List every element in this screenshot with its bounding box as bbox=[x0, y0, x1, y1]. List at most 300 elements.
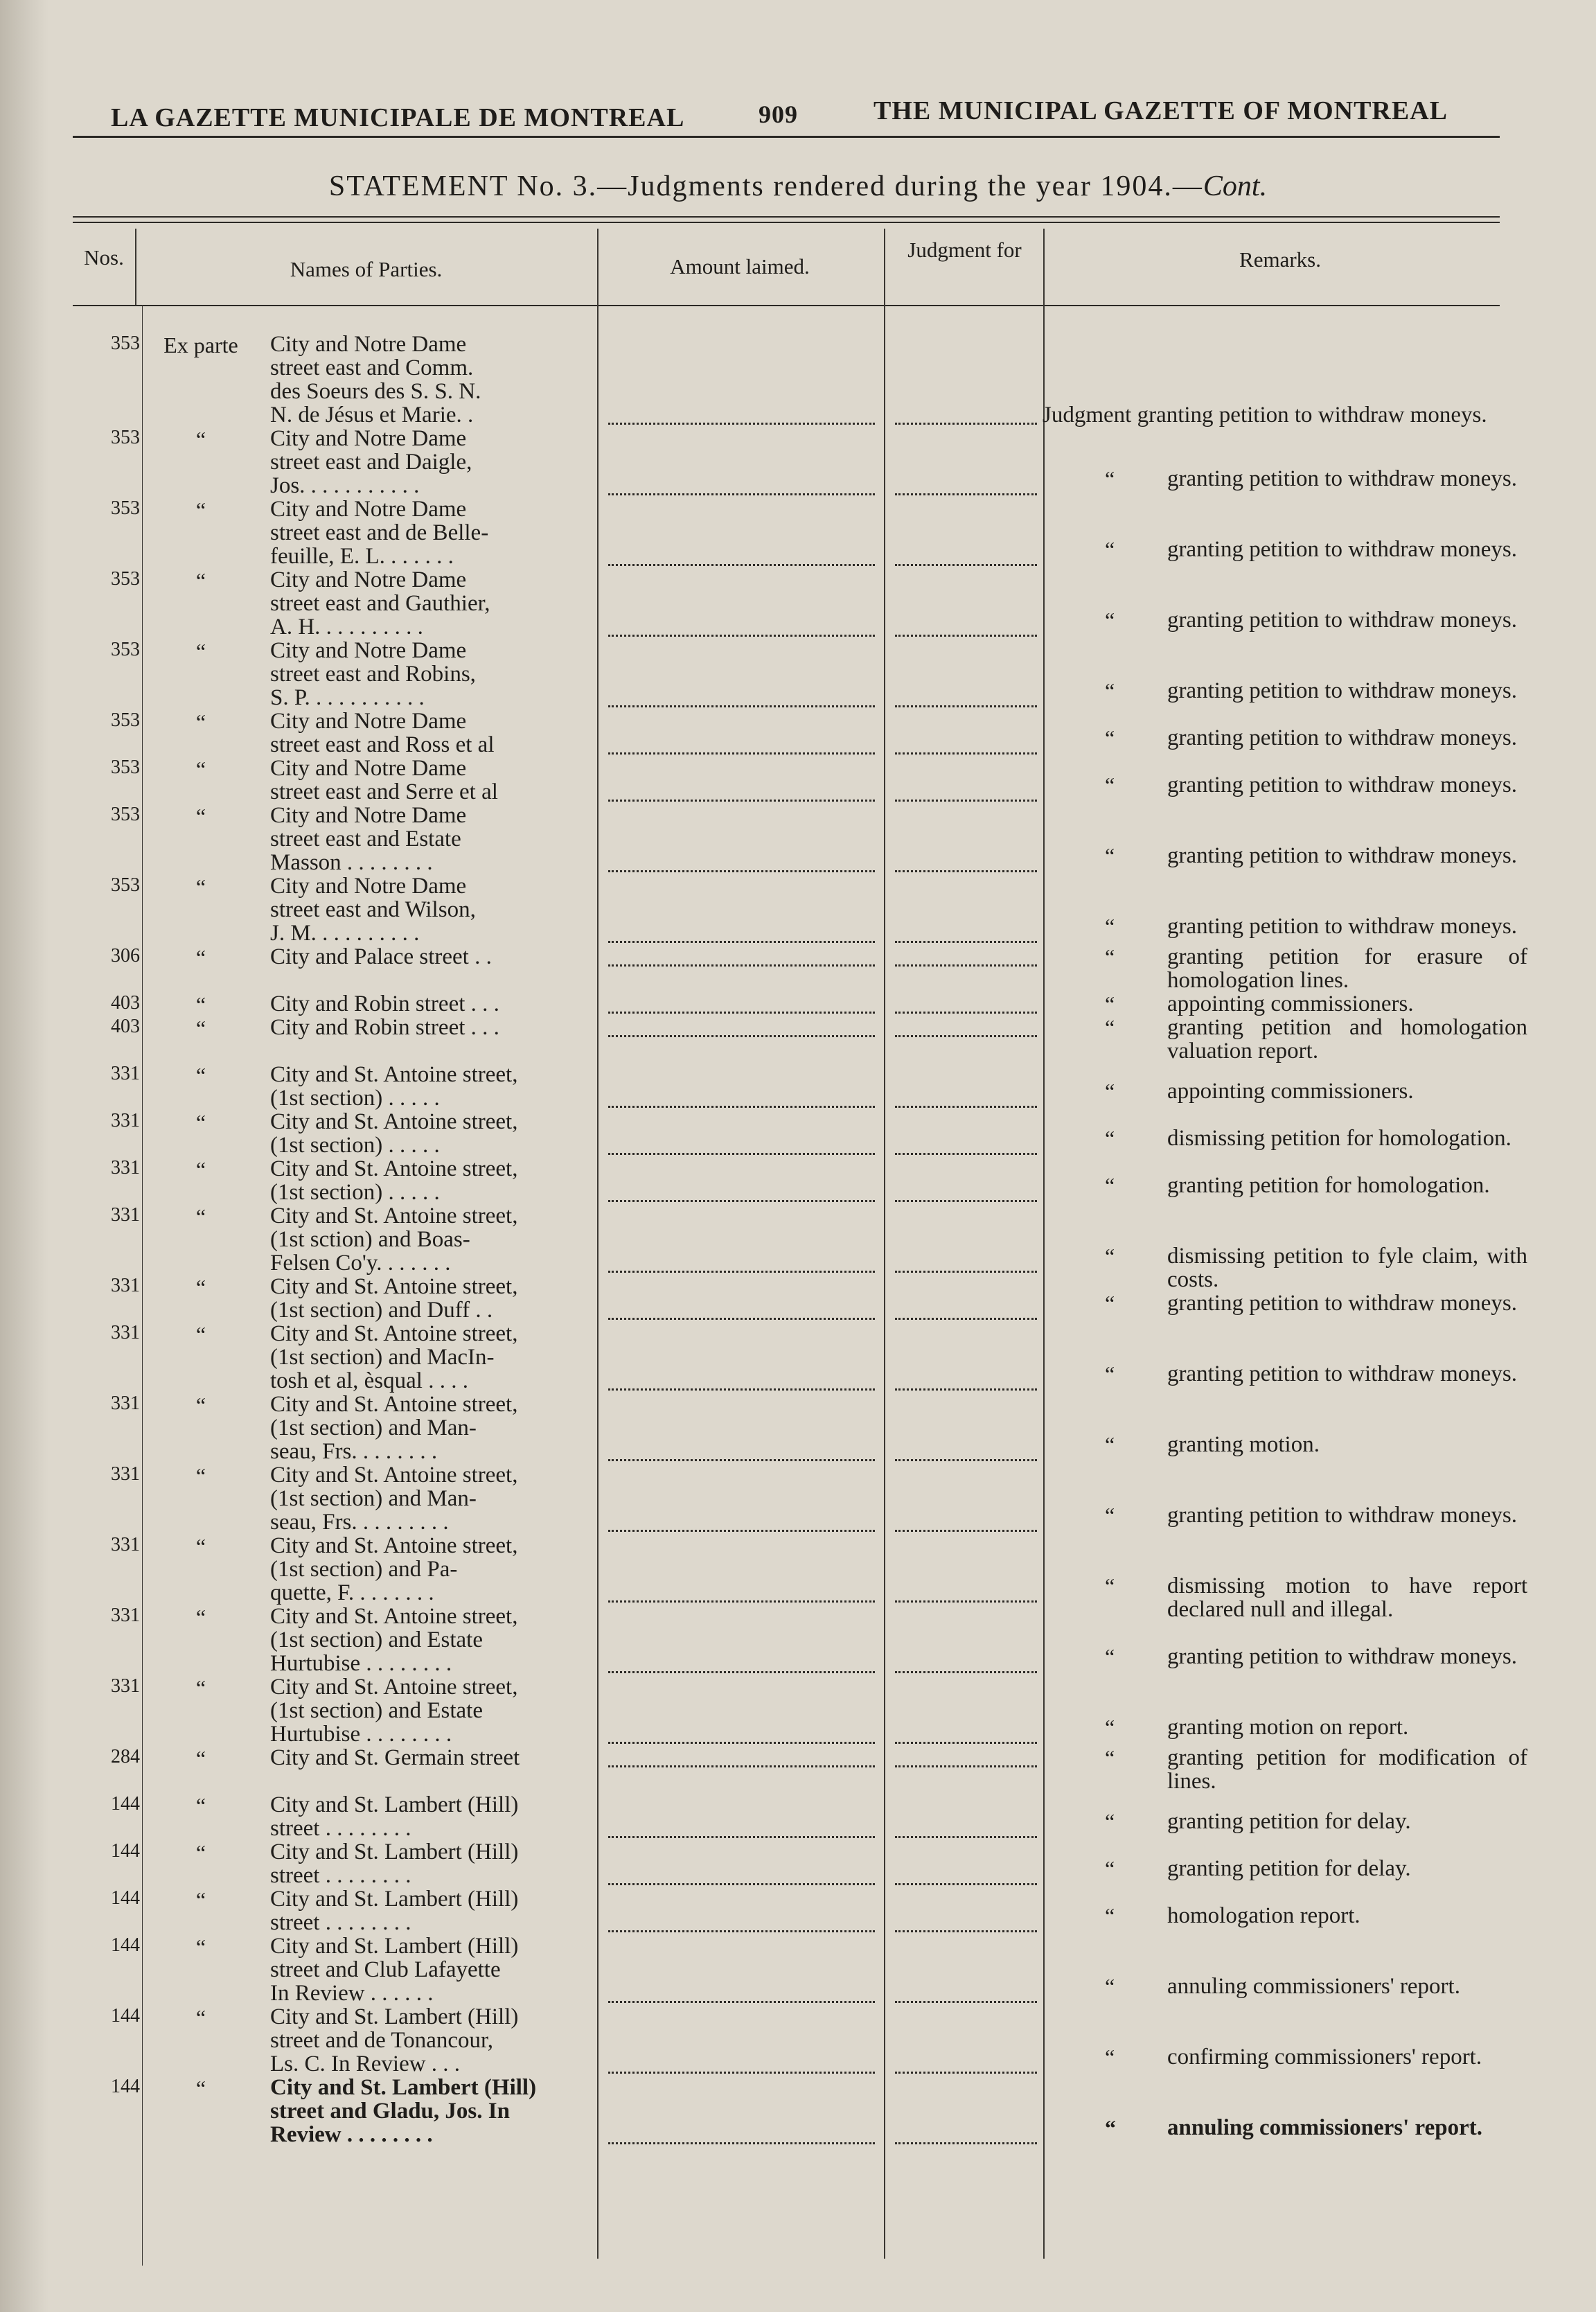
party-line: City and St. Antoine street, bbox=[270, 1463, 518, 1488]
party-line: street east and Wilson, bbox=[270, 897, 476, 922]
row-prefix: “ bbox=[195, 2076, 206, 2101]
ditto-mark: “ bbox=[1105, 678, 1115, 703]
party-line: street east and Serre et al bbox=[270, 779, 498, 804]
judgment-leader-dots bbox=[895, 493, 1037, 495]
row-prefix: “ bbox=[195, 992, 206, 1017]
ditto-mark: “ bbox=[1105, 1015, 1115, 1040]
party-line: Masson . . . . . . . . bbox=[270, 850, 433, 875]
amount-leader-dots bbox=[608, 1742, 875, 1744]
judgment-leader-dots bbox=[895, 1271, 1037, 1273]
remark-text: dismissing motion to have report declared null and illegal. bbox=[1167, 1573, 1527, 1622]
ditto-mark: “ bbox=[1105, 773, 1115, 797]
ditto-mark: “ bbox=[1105, 1244, 1115, 1269]
row-prefix: “ bbox=[195, 945, 206, 970]
row-number: 144 bbox=[111, 1793, 140, 1815]
judgment-leader-dots bbox=[895, 1106, 1037, 1108]
party-name bbox=[270, 804, 606, 874]
row-number: 144 bbox=[111, 1934, 140, 1956]
party-line: (1st section) . . . . . bbox=[270, 1133, 440, 1158]
judgment-leader-dots bbox=[895, 964, 1037, 967]
table-top-rule-2 bbox=[73, 222, 1500, 223]
party-name bbox=[270, 1534, 606, 1605]
judgment-leader-dots bbox=[895, 1153, 1037, 1155]
party-name bbox=[270, 1887, 606, 1934]
amount-leader-dots bbox=[608, 1153, 875, 1155]
ditto-mark: “ bbox=[1105, 2115, 1116, 2140]
row-number: 353 bbox=[111, 497, 140, 519]
party-name bbox=[270, 1393, 606, 1463]
amount-leader-dots bbox=[608, 870, 875, 872]
amount-leader-dots bbox=[608, 1035, 875, 1037]
remark-text: granting petition for delay. bbox=[1167, 1856, 1411, 1881]
party-name bbox=[270, 1204, 606, 1275]
party-name bbox=[270, 2005, 606, 2076]
party-line: street and Gladu, Jos. In bbox=[270, 2099, 510, 2124]
remark-text: annuling commissioners' report. bbox=[1167, 2115, 1482, 2140]
party-line: des Soeurs des S. S. N. bbox=[270, 379, 481, 404]
party-line: City and Notre Dame bbox=[270, 803, 467, 828]
party-name bbox=[270, 1605, 606, 1675]
row-prefix: Ex parte bbox=[163, 333, 238, 358]
party-line: City and St. Lambert (Hill) bbox=[270, 2075, 537, 2100]
ditto-mark: “ bbox=[1105, 1126, 1115, 1151]
remark-text: homologation report. bbox=[1167, 1903, 1360, 1928]
judgment-leader-dots bbox=[895, 800, 1037, 802]
col-header-amount: Amount laimed. bbox=[670, 254, 810, 279]
party-line: street east and Gauthier, bbox=[270, 591, 490, 616]
party-line: City and Notre Dame bbox=[270, 874, 467, 899]
party-name bbox=[270, 427, 606, 497]
ditto-mark: “ bbox=[1105, 1903, 1115, 1928]
header-french-title: LA GAZETTE MUNICIPALE DE MONTREAL bbox=[111, 103, 685, 132]
row-prefix: “ bbox=[195, 709, 206, 734]
ditto-mark: “ bbox=[1105, 608, 1115, 633]
amount-leader-dots bbox=[608, 1106, 875, 1108]
ditto-mark: “ bbox=[1105, 1974, 1115, 1999]
judgment-leader-dots bbox=[895, 564, 1037, 566]
row-number: 306 bbox=[111, 945, 140, 967]
judgment-leader-dots bbox=[895, 1035, 1037, 1037]
judgment-leader-dots bbox=[895, 2072, 1037, 2074]
party-line: (1st section) and Man- bbox=[270, 1415, 477, 1440]
party-line: Hurtubise . . . . . . . . bbox=[270, 1722, 452, 1747]
party-name bbox=[270, 333, 606, 427]
party-name bbox=[270, 1840, 606, 1887]
statement-title bbox=[0, 170, 1596, 203]
party-line: S. P. . . . . . . . . . . bbox=[270, 685, 425, 710]
row-prefix: “ bbox=[195, 568, 206, 593]
judgment-leader-dots bbox=[895, 1459, 1037, 1461]
party-line: feuille, E. L. . . . . . . bbox=[270, 544, 454, 569]
party-line: City and Notre Dame bbox=[270, 709, 467, 734]
row-number: 353 bbox=[111, 568, 140, 590]
row-prefix: “ bbox=[195, 1793, 206, 1818]
judgment-leader-dots bbox=[895, 1200, 1037, 1202]
judgment-leader-dots bbox=[895, 2142, 1037, 2144]
row-prefix: “ bbox=[195, 804, 206, 829]
row-number: 144 bbox=[111, 2005, 140, 2027]
remark-text: granting petition for modification of lines. bbox=[1167, 1745, 1527, 1794]
party-line: (1st section) and Estate bbox=[270, 1698, 483, 1723]
row-prefix: “ bbox=[195, 1157, 206, 1182]
judgment-leader-dots bbox=[895, 1930, 1037, 1932]
party-line: City and St. Lambert (Hill) bbox=[270, 1887, 519, 1912]
row-number: 331 bbox=[111, 1204, 140, 1226]
ditto-mark: “ bbox=[1105, 1573, 1115, 1598]
party-line: City and St. Antoine street, bbox=[270, 1321, 518, 1346]
party-line: City and St. Lambert (Hill) bbox=[270, 1792, 519, 1817]
party-line: street east and de Belle- bbox=[270, 520, 489, 545]
amount-leader-dots bbox=[608, 1671, 875, 1673]
party-line: (1st section) and Duff . . bbox=[270, 1298, 493, 1323]
party-name bbox=[270, 568, 606, 639]
party-line: (1st section) and Estate bbox=[270, 1627, 483, 1652]
party-name bbox=[270, 1157, 606, 1204]
party-line: Hurtubise . . . . . . . . bbox=[270, 1651, 452, 1676]
party-line: (1st section) and Pa- bbox=[270, 1557, 458, 1582]
party-line: City and Robin street . . . bbox=[270, 1015, 499, 1040]
judgment-leader-dots bbox=[895, 1012, 1037, 1014]
row-number: 331 bbox=[111, 1675, 140, 1697]
amount-leader-dots bbox=[608, 564, 875, 566]
row-number: 331 bbox=[111, 1063, 140, 1084]
party-name bbox=[270, 1675, 606, 1746]
row-prefix: “ bbox=[195, 427, 206, 452]
header-english-title: THE MUNICIPAL GAZETTE OF MONTREAL bbox=[874, 96, 1448, 125]
party-line: (1st section) . . . . . bbox=[270, 1086, 440, 1111]
row-number: 331 bbox=[111, 1110, 140, 1131]
amount-leader-dots bbox=[608, 1765, 875, 1767]
remark-text: granting petition to withdraw moneys. bbox=[1167, 1361, 1518, 1386]
row-prefix: “ bbox=[195, 1934, 206, 1959]
party-name bbox=[270, 497, 606, 568]
judgment-leader-dots bbox=[895, 1318, 1037, 1320]
party-line: seau, Frs. . . . . . . . . bbox=[270, 1510, 449, 1535]
row-number: 331 bbox=[111, 1393, 140, 1414]
remark-text: granting petition to withdraw moneys. bbox=[1167, 1503, 1518, 1528]
amount-leader-dots bbox=[608, 1012, 875, 1014]
amount-leader-dots bbox=[608, 964, 875, 967]
party-line: City and St. Lambert (Hill) bbox=[270, 2004, 519, 2029]
ditto-mark: “ bbox=[1105, 1715, 1115, 1740]
row-prefix: “ bbox=[195, 1463, 206, 1488]
row-number: 144 bbox=[111, 1887, 140, 1909]
row-number: 331 bbox=[111, 1275, 140, 1296]
party-line: City and St. Antoine street, bbox=[270, 1675, 518, 1700]
amount-leader-dots bbox=[608, 1930, 875, 1932]
row-prefix: “ bbox=[195, 497, 206, 522]
col-divider-1 bbox=[135, 229, 136, 305]
party-name bbox=[270, 709, 606, 757]
judgment-leader-dots bbox=[895, 1600, 1037, 1603]
judgment-leader-dots bbox=[895, 1671, 1037, 1673]
remark-text: appointing commissioners. bbox=[1167, 1079, 1414, 1104]
row-prefix: “ bbox=[195, 757, 206, 782]
amount-leader-dots bbox=[608, 2072, 875, 2074]
ditto-mark: “ bbox=[1105, 944, 1115, 969]
row-number: 353 bbox=[111, 333, 140, 354]
ditto-mark: “ bbox=[1105, 1745, 1115, 1770]
amount-leader-dots bbox=[608, 1530, 875, 1532]
party-line: City and St. Antoine street, bbox=[270, 1533, 518, 1558]
party-name bbox=[270, 639, 606, 709]
party-line: City and St. Antoine street, bbox=[270, 1392, 518, 1417]
row-prefix: “ bbox=[195, 874, 206, 899]
row-number: 353 bbox=[111, 757, 140, 778]
party-line: street and de Tonancour, bbox=[270, 2028, 493, 2053]
row-prefix: “ bbox=[195, 639, 206, 664]
party-line: City and St. Lambert (Hill) bbox=[270, 1839, 519, 1864]
amount-leader-dots bbox=[608, 423, 875, 425]
row-prefix: “ bbox=[195, 1840, 206, 1865]
party-name bbox=[270, 1063, 606, 1110]
judgment-leader-dots bbox=[895, 1388, 1037, 1391]
party-line: street and Club Lafayette bbox=[270, 1957, 501, 1982]
judgment-leader-dots bbox=[895, 941, 1037, 943]
judgment-leader-dots bbox=[895, 423, 1037, 425]
ditto-mark: “ bbox=[1105, 1856, 1115, 1881]
table-head-rule bbox=[73, 305, 1500, 306]
row-number: 331 bbox=[111, 1157, 140, 1179]
remark-text: granting petition to withdraw moneys. bbox=[1167, 773, 1518, 797]
row-number: 144 bbox=[111, 2076, 140, 2097]
row-number: 331 bbox=[111, 1322, 140, 1343]
party-line: street east and Estate bbox=[270, 827, 461, 851]
party-line: City and St. Antoine street, bbox=[270, 1604, 518, 1629]
col-header-nos: Nos. bbox=[84, 245, 124, 270]
party-name bbox=[270, 1793, 606, 1840]
party-line: City and St. Antoine street, bbox=[270, 1109, 518, 1134]
remark-text: granting petition for homologation. bbox=[1167, 1173, 1490, 1198]
ditto-mark: “ bbox=[1105, 1644, 1115, 1669]
judgment-leader-dots bbox=[895, 1836, 1037, 1838]
amount-leader-dots bbox=[608, 2001, 875, 2003]
ditto-mark: “ bbox=[1105, 1173, 1115, 1198]
party-line: N. de Jésus et Marie. . bbox=[270, 403, 474, 427]
ditto-mark: “ bbox=[1105, 2045, 1115, 2070]
party-line: street . . . . . . . . bbox=[270, 1863, 411, 1888]
remark-text: dismissing petition to fyle claim, with costs. bbox=[1167, 1244, 1527, 1292]
row-number: 331 bbox=[111, 1463, 140, 1485]
row-prefix: “ bbox=[195, 1063, 206, 1088]
ditto-mark: “ bbox=[1105, 466, 1115, 491]
ditto-mark: “ bbox=[1105, 1809, 1115, 1834]
party-line: City and Notre Dame bbox=[270, 567, 467, 592]
party-line: street east and Comm. bbox=[270, 355, 474, 380]
party-line: City and Palace street . . bbox=[270, 944, 492, 969]
ditto-mark: “ bbox=[1105, 1503, 1115, 1528]
ditto-mark: “ bbox=[1105, 1432, 1115, 1457]
party-line: tosh et al, èsqual . . . . bbox=[270, 1368, 468, 1393]
party-line: City and Notre Dame bbox=[270, 756, 467, 781]
judgment-leader-dots bbox=[895, 1765, 1037, 1767]
party-line: City and St. Antoine street, bbox=[270, 1203, 518, 1228]
party-name bbox=[270, 757, 606, 804]
party-line: street . . . . . . . . bbox=[270, 1816, 411, 1841]
row-prefix: “ bbox=[195, 1204, 206, 1229]
party-line: City and St. Germain street bbox=[270, 1745, 520, 1770]
remark-text: granting petition for delay. bbox=[1167, 1809, 1411, 1834]
remark-text: granting petition for erasure of homologation lines. bbox=[1167, 944, 1527, 993]
amount-leader-dots bbox=[608, 1459, 875, 1461]
party-name bbox=[270, 874, 606, 945]
ditto-mark: “ bbox=[1105, 1079, 1115, 1104]
amount-leader-dots bbox=[608, 1271, 875, 1273]
row-prefix: “ bbox=[195, 2005, 206, 2030]
remark-text: granting petition to withdraw moneys. bbox=[1167, 843, 1518, 868]
remark-text: granting petition and homologation valuation report. bbox=[1167, 1015, 1527, 1064]
ditto-mark: “ bbox=[1105, 1291, 1115, 1316]
row-prefix: “ bbox=[195, 1887, 206, 1912]
row-number: 353 bbox=[111, 709, 140, 731]
row-prefix: “ bbox=[195, 1322, 206, 1347]
party-line: Ls. C. In Review . . . bbox=[270, 2051, 461, 2076]
row-prefix: “ bbox=[195, 1393, 206, 1418]
col-divider-3 bbox=[884, 229, 885, 2259]
party-line: In Review . . . . . . bbox=[270, 1981, 434, 2006]
row-prefix: “ bbox=[195, 1534, 206, 1559]
row-number: 284 bbox=[111, 1746, 140, 1767]
remark-text: granting petition to withdraw moneys. bbox=[1167, 466, 1518, 491]
remark-text: granting petition to withdraw moneys. bbox=[1167, 608, 1518, 633]
party-line: City and St. Antoine street, bbox=[270, 1274, 518, 1299]
party-line: street east and Ross et al bbox=[270, 732, 495, 757]
running-header bbox=[111, 89, 1448, 130]
remark-text: confirming commissioners' report. bbox=[1167, 2045, 1482, 2070]
statement-title-cont: Cont. bbox=[1203, 170, 1268, 202]
amount-leader-dots bbox=[608, 1883, 875, 1885]
judgment-leader-dots bbox=[895, 752, 1037, 755]
party-line: City and St. Antoine street, bbox=[270, 1156, 518, 1181]
party-name bbox=[270, 1322, 606, 1393]
row-number: 331 bbox=[111, 1534, 140, 1555]
party-line: (1st sction) and Boas- bbox=[270, 1227, 470, 1252]
amount-leader-dots bbox=[608, 1200, 875, 1202]
party-line: street . . . . . . . . bbox=[270, 1910, 411, 1935]
party-line: street east and Daigle, bbox=[270, 450, 472, 475]
amount-leader-dots bbox=[608, 2142, 875, 2144]
ditto-mark: “ bbox=[1105, 1361, 1115, 1386]
remark-text: appointing commissioners. bbox=[1167, 991, 1414, 1016]
row-number: 403 bbox=[111, 992, 140, 1014]
page-gutter bbox=[0, 0, 48, 2312]
judgment-leader-dots bbox=[895, 2001, 1037, 2003]
row-prefix: “ bbox=[195, 1605, 206, 1630]
ditto-mark: “ bbox=[1105, 537, 1115, 562]
col-header-remarks: Remarks. bbox=[1239, 247, 1321, 272]
party-name bbox=[270, 1746, 606, 1770]
party-line: quette, F. . . . . . . . bbox=[270, 1580, 434, 1605]
party-line: City and St. Antoine street, bbox=[270, 1062, 518, 1087]
amount-leader-dots bbox=[608, 705, 875, 707]
party-line: A. H. . . . . . . . . . bbox=[270, 615, 423, 639]
party-name bbox=[270, 1463, 606, 1534]
judgment-leader-dots bbox=[895, 870, 1037, 872]
party-name bbox=[270, 1016, 606, 1039]
party-name bbox=[270, 1275, 606, 1322]
amount-leader-dots bbox=[608, 1600, 875, 1603]
remark-text: annuling commissioners' report. bbox=[1167, 1974, 1460, 1999]
remark-text: granting petition to withdraw moneys. bbox=[1167, 725, 1518, 750]
amount-leader-dots bbox=[608, 635, 875, 637]
party-line: seau, Frs. . . . . . . . bbox=[270, 1439, 438, 1464]
party-line: (1st section) and MacIn- bbox=[270, 1345, 495, 1370]
party-line: Felsen Co'y. . . . . . . bbox=[270, 1251, 451, 1276]
ditto-mark: “ bbox=[1105, 914, 1115, 939]
remark-text: granting petition to withdraw moneys. bbox=[1167, 537, 1518, 562]
remark-text: granting motion. bbox=[1167, 1432, 1320, 1457]
col-header-judgment: Judgment for bbox=[907, 238, 1022, 262]
party-line: street east and Robins, bbox=[270, 662, 476, 687]
party-line: City and Notre Dame bbox=[270, 638, 467, 663]
party-line: J. M. . . . . . . . . . bbox=[270, 921, 420, 946]
amount-leader-dots bbox=[608, 493, 875, 495]
party-line: City and Notre Dame bbox=[270, 332, 467, 357]
row-number: 331 bbox=[111, 1605, 140, 1626]
party-line: City and Notre Dame bbox=[270, 426, 467, 451]
row-number: 403 bbox=[111, 1016, 140, 1037]
judgment-leader-dots bbox=[895, 705, 1037, 707]
party-line: City and St. Lambert (Hill) bbox=[270, 1934, 519, 1959]
col-header-parties: Names of Parties. bbox=[290, 257, 443, 281]
remark-text: granting petition to withdraw moneys. bbox=[1167, 678, 1518, 703]
judgment-leader-dots bbox=[895, 1530, 1037, 1532]
table-top-rule-1 bbox=[73, 216, 1500, 218]
row-number: 144 bbox=[111, 1840, 140, 1862]
row-number: 353 bbox=[111, 804, 140, 825]
row-prefix: “ bbox=[195, 1110, 206, 1135]
row-prefix: “ bbox=[195, 1275, 206, 1300]
remark-text: granting petition to withdraw moneys. bbox=[1167, 1291, 1518, 1316]
amount-leader-dots bbox=[608, 1388, 875, 1391]
remark-text: dismissing petition for homologation. bbox=[1167, 1126, 1511, 1151]
remark-text: granting motion on report. bbox=[1167, 1715, 1409, 1740]
judgment-leader-dots bbox=[895, 635, 1037, 637]
page-number: 909 bbox=[759, 100, 798, 128]
party-line: Review . . . . . . . . bbox=[270, 2122, 433, 2147]
row-prefix: “ bbox=[195, 1746, 206, 1771]
party-line: (1st section) and Man- bbox=[270, 1486, 477, 1511]
row-number: 353 bbox=[111, 639, 140, 660]
amount-leader-dots bbox=[608, 800, 875, 802]
judgment-leader-dots bbox=[895, 1883, 1037, 1885]
ditto-mark: “ bbox=[1105, 725, 1115, 750]
judgment-leader-dots bbox=[895, 1742, 1037, 1744]
row-number: 353 bbox=[111, 427, 140, 448]
row-prefix: “ bbox=[195, 1675, 206, 1700]
party-line: Jos. . . . . . . . . . . bbox=[270, 473, 420, 498]
row-number: 353 bbox=[111, 874, 140, 896]
party-name bbox=[270, 1110, 606, 1157]
statement-title-main: STATEMENT No. 3.—Judgments rendered during the year 1904.— bbox=[328, 170, 1203, 202]
ditto-mark: “ bbox=[1105, 991, 1115, 1016]
remark-text: granting petition to withdraw moneys. bbox=[1167, 914, 1518, 939]
amount-leader-dots bbox=[608, 1318, 875, 1320]
party-name bbox=[270, 992, 606, 1016]
party-name bbox=[270, 945, 606, 969]
amount-leader-dots bbox=[608, 752, 875, 755]
row-prefix: “ bbox=[195, 1016, 206, 1041]
remark-text: granting petition to withdraw moneys. bbox=[1167, 1644, 1518, 1669]
party-line: (1st section) . . . . . bbox=[270, 1180, 440, 1205]
amount-leader-dots bbox=[608, 941, 875, 943]
ditto-mark: “ bbox=[1105, 843, 1115, 868]
header-rule bbox=[73, 136, 1500, 138]
party-name bbox=[270, 2076, 606, 2146]
party-line: City and Notre Dame bbox=[270, 497, 467, 522]
party-line: City and Robin street . . . bbox=[270, 991, 499, 1016]
party-name bbox=[270, 1934, 606, 2005]
